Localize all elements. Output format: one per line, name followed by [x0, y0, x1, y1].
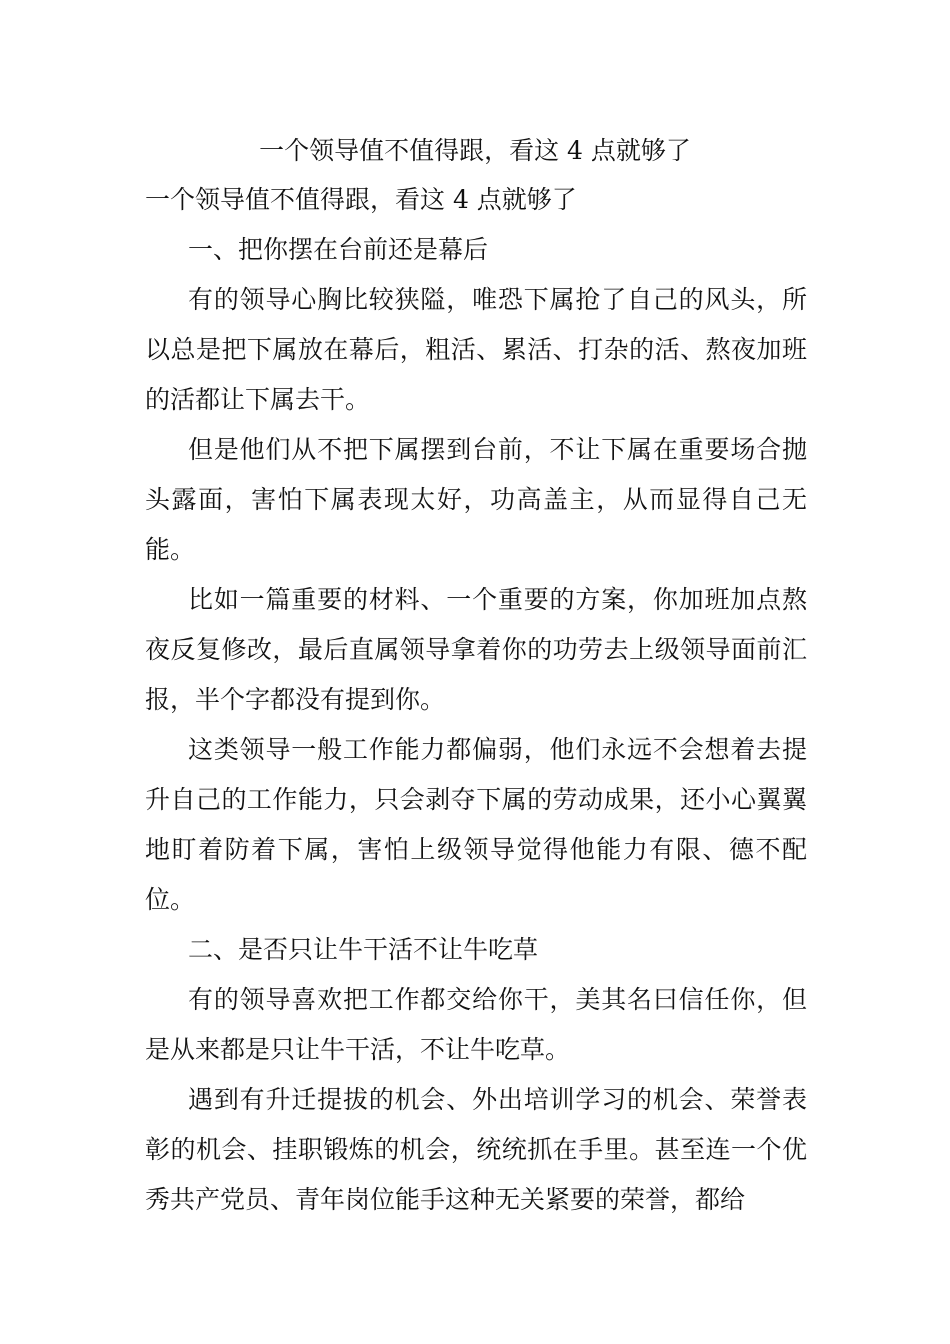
paragraph: 这类领导一般工作能力都偏弱，他们永远不会想着去提升自己的工作能力，只会剥夺下属的劳动成果，还小心翼翼地盯着防着下属，害怕上级领导觉得他能力有限、德不配位。 [145, 735, 807, 914]
document-title: 一个领导值不值得跟，看这 4 点就够了 [259, 136, 691, 165]
section-heading-1: 一、把你摆在台前还是幕后 [188, 235, 489, 264]
section-heading-2: 二、是否只让牛干活不让牛吃草 [188, 935, 539, 964]
paragraph: 有的领导心胸比较狭隘，唯恐下属抢了自己的风头，所以总是把下属放在幕后，粗活、累活、打杂的活、熬夜加班的活都让下属去干。 [145, 285, 807, 414]
paragraph: 遇到有升迁提拔的机会、外出培训学习的机会、荣誉表彰的机会、挂职锻炼的机会，统统抓在手里。甚至连一个优秀共产党员、青年岗位能手这种无关紧要的荣誉，都给 [145, 1085, 807, 1214]
paragraph-subtitle: 一个领导值不值得跟，看这 4 点就够了 [145, 185, 577, 214]
paragraph: 有的领导喜欢把工作都交给你干，美其名曰信任你，但是从来都是只让牛干活，不让牛吃草。 [145, 985, 807, 1064]
paragraph: 但是他们从不把下属摆到台前，不让下属在重要场合抛头露面，害怕下属表现太好，功高盖主，从而显得自己无能。 [145, 435, 807, 564]
document-body [145, 175, 807, 1225]
paragraph: 比如一篇重要的材料、一个重要的方案，你加班加点熬夜反复修改，最后直属领导拿着你的功劳去上级领导面前汇报，半个字都没有提到你。 [145, 585, 807, 714]
